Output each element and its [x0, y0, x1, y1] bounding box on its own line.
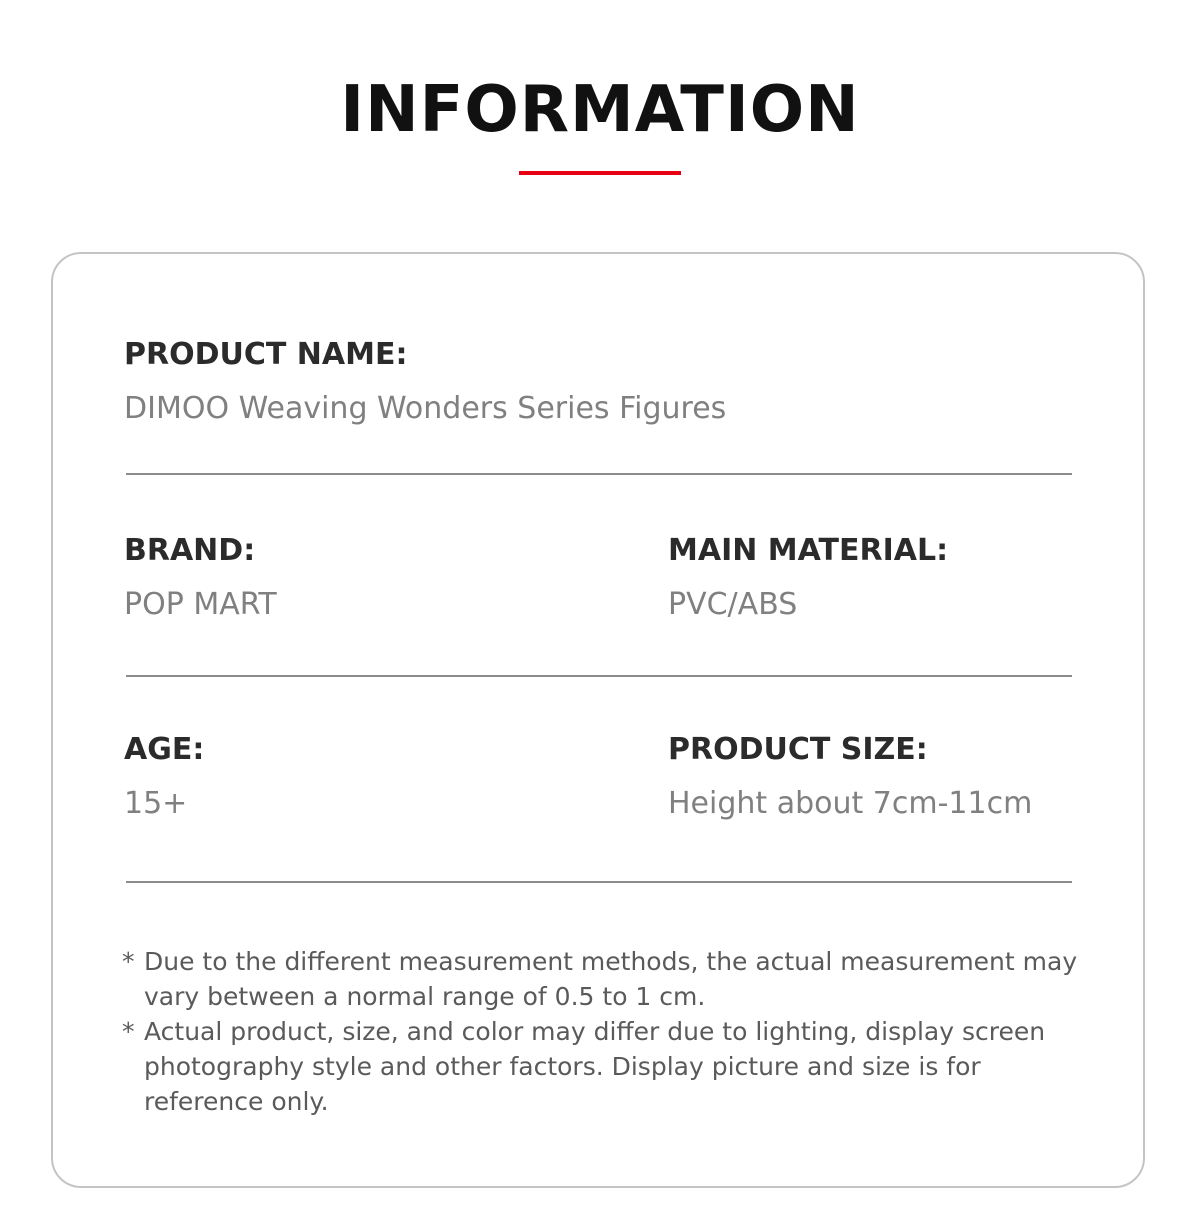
- title-underline: [519, 171, 681, 175]
- asterisk-marker: *: [122, 1017, 135, 1046]
- divider: [126, 473, 1072, 475]
- asterisk-marker: *: [122, 947, 135, 976]
- product-size-label: PRODUCT SIZE:: [668, 732, 928, 767]
- product-name-label: PRODUCT NAME:: [124, 337, 408, 372]
- brand-value: POP MART: [124, 587, 277, 622]
- product-size-value: Height about 7cm-11cm: [668, 786, 1033, 821]
- main-material-value: PVC/ABS: [668, 587, 798, 622]
- product-name-value: DIMOO Weaving Wonders Series Figures: [124, 391, 727, 426]
- page-title: INFORMATION: [340, 73, 860, 147]
- age-label: AGE:: [124, 732, 205, 767]
- disclaimer-note-text: Actual product, size, and color may differ due to lighting, display screen photography style and other factors. Display picture and size is for reference only.: [144, 1017, 1046, 1116]
- disclaimer-note: [122, 944, 1082, 1014]
- divider: [126, 881, 1072, 883]
- disclaimer-note-text: Due to the different measurement methods, the actual measurement may vary between a normal range of 0.5 to 1 cm.: [144, 947, 1078, 1011]
- disclaimer-notes: [122, 944, 1082, 1119]
- divider: [126, 675, 1072, 677]
- brand-label: BRAND:: [124, 533, 256, 568]
- disclaimer-note: [122, 1014, 1082, 1119]
- age-value: 15+: [124, 786, 188, 821]
- main-material-label: MAIN MATERIAL:: [668, 533, 949, 568]
